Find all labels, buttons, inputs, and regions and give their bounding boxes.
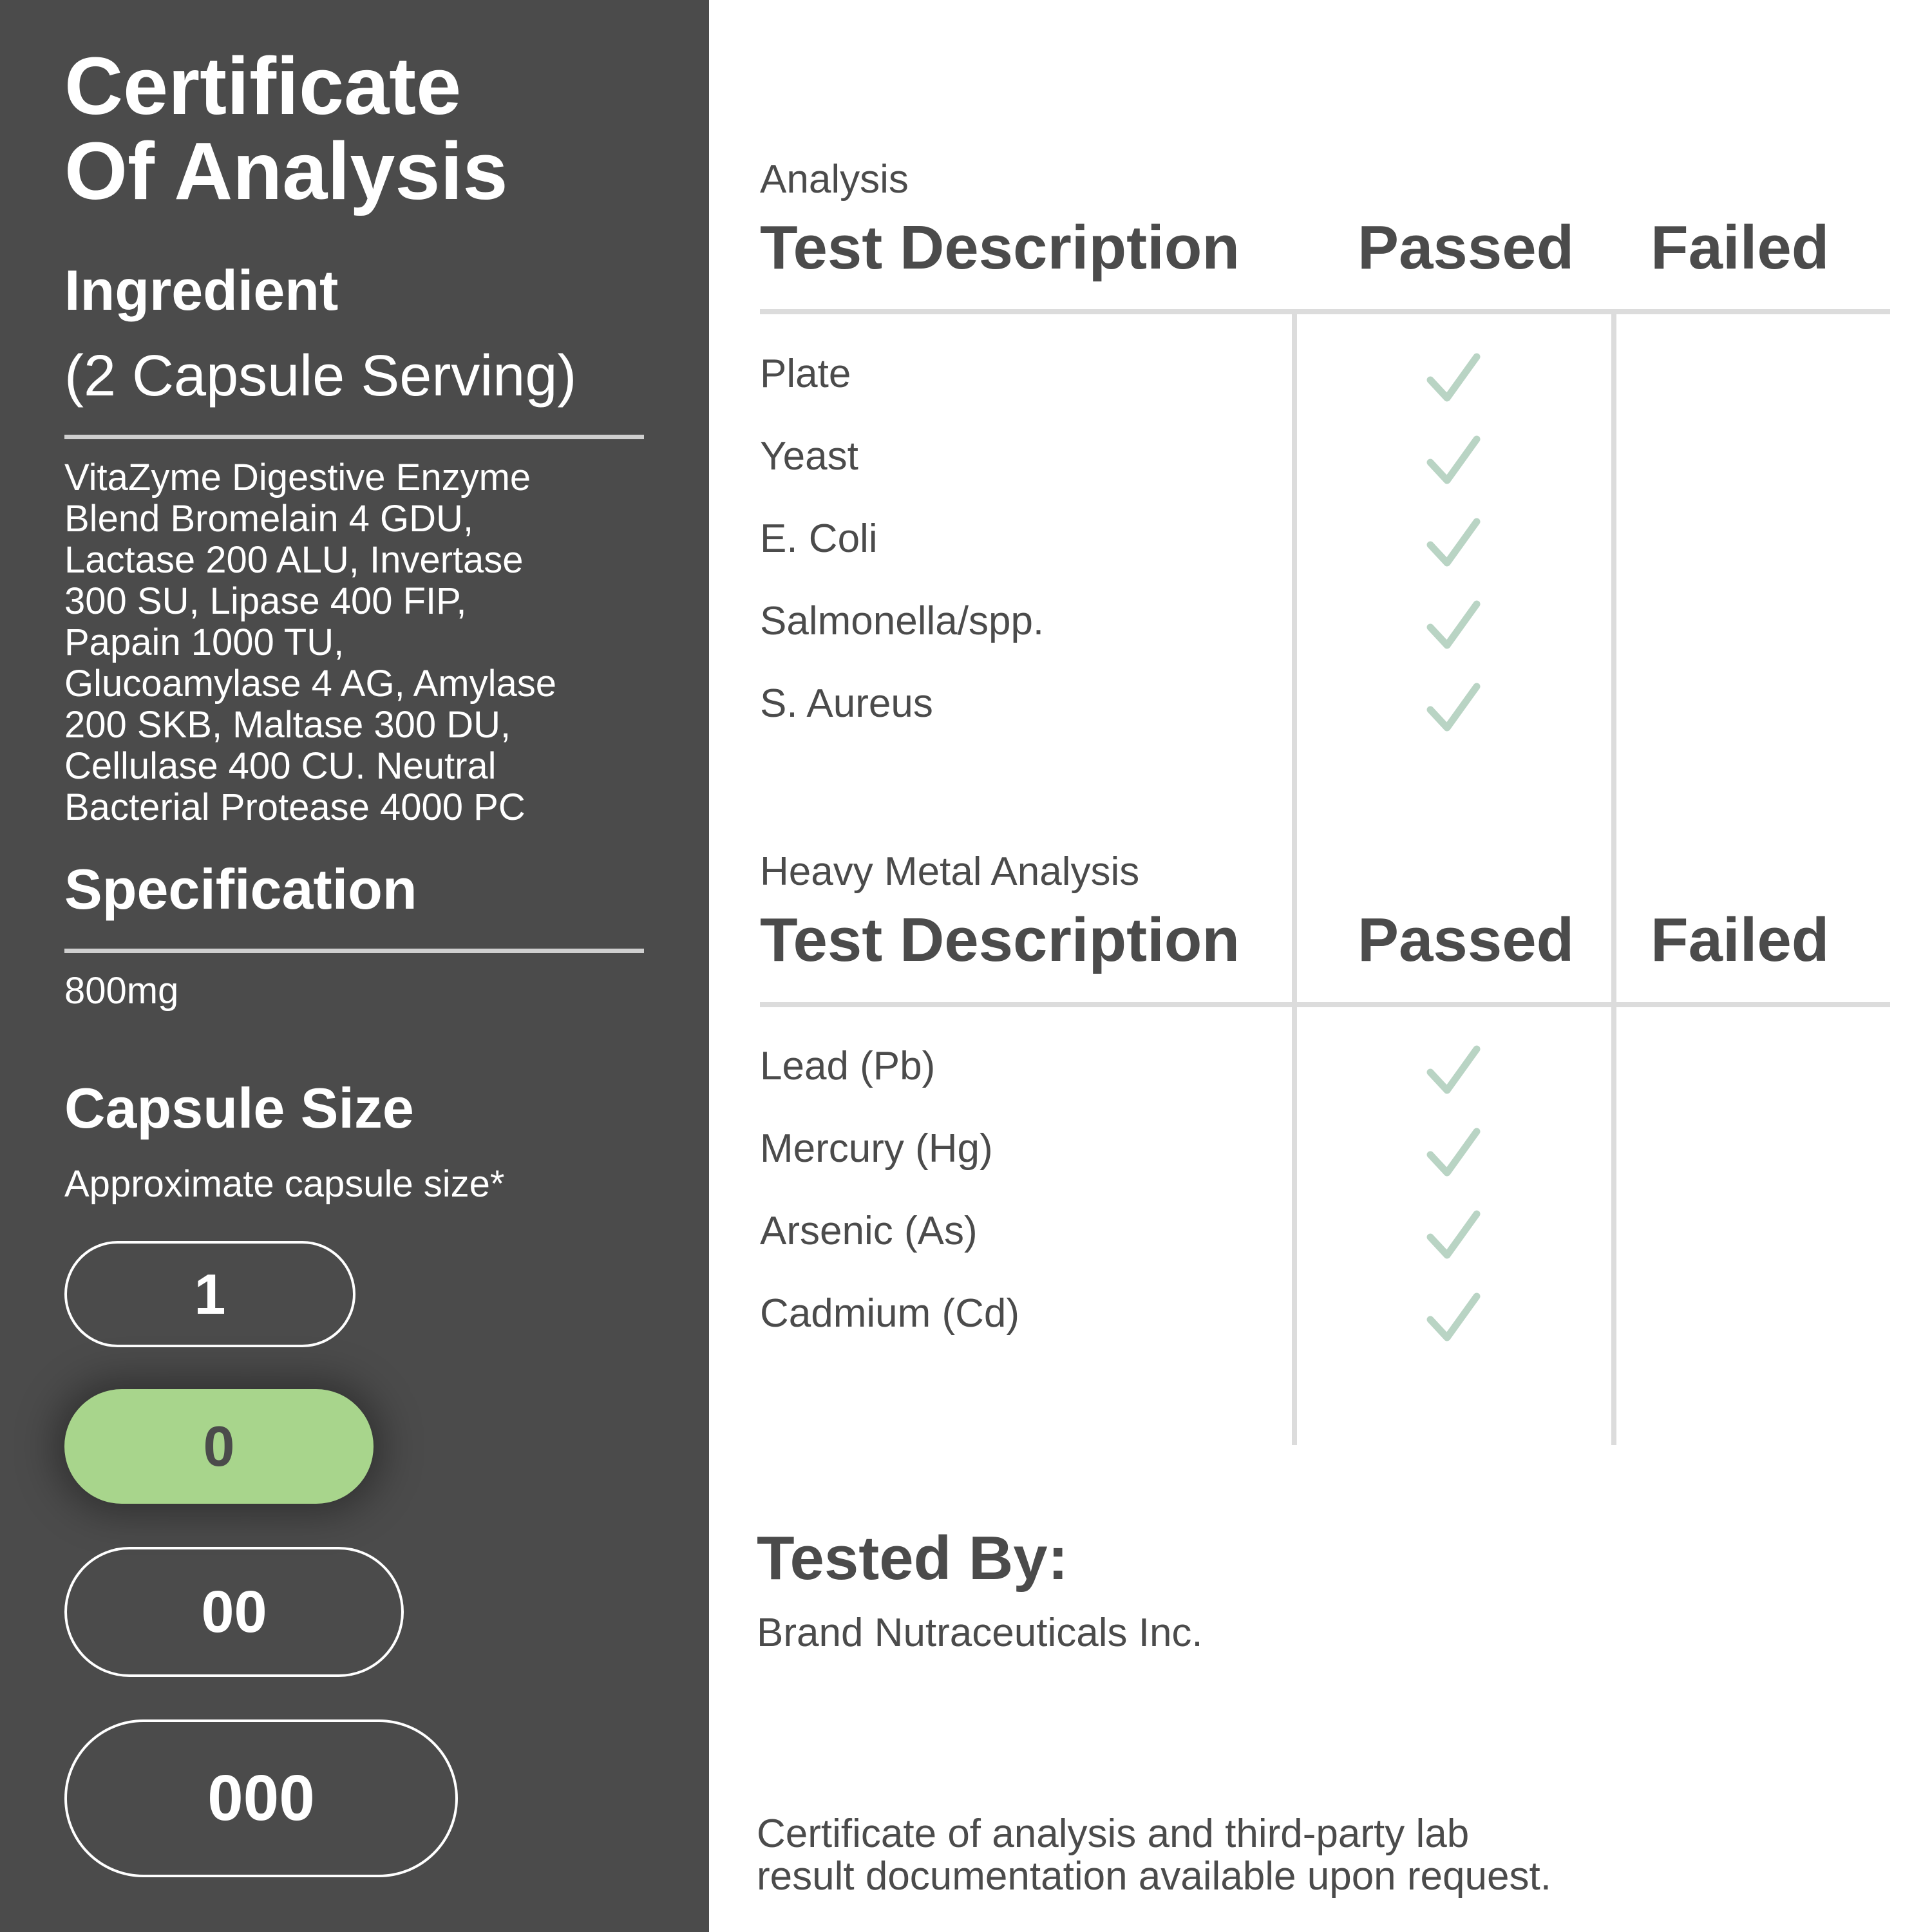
heavy-metal-row-label: Cadmium (Cd) [760, 1291, 1020, 1336]
checkmark-icon [1426, 1126, 1481, 1180]
title-line-1: Certificate [64, 41, 462, 131]
checkmark-icon [1426, 681, 1481, 735]
heavy-metal-header-rule [760, 1002, 1890, 1007]
analysis-caption: Analysis [760, 157, 909, 202]
checkmark-icon [1426, 1291, 1481, 1345]
ingredient-line: Glucoamylase 4 AG, Amylase [64, 663, 556, 705]
capsule-size-label: 000 [207, 1762, 315, 1834]
heavy-metal-caption: Heavy Metal Analysis [760, 849, 1140, 894]
page-title [64, 41, 508, 216]
ingredient-line: Papain 1000 TU, [64, 621, 345, 663]
checkmark-icon [1426, 352, 1481, 406]
capsule-size-00 [64, 1547, 404, 1677]
heavy-metal-col-failed: Failed [1651, 905, 1830, 974]
ingredient-line: 300 SU, Lipase 400 FIP, [64, 580, 467, 622]
analysis-row-label: Yeast [760, 434, 858, 478]
passed-column-rule [1292, 313, 1297, 1445]
ingredient-list [64, 457, 644, 828]
title-line-2: Of Analysis [64, 126, 508, 216]
capsule-size-label: 00 [201, 1578, 267, 1645]
checkmark-icon [1426, 1044, 1481, 1098]
analysis-row-label: Plate [760, 352, 851, 396]
footnote [757, 1813, 1723, 1898]
analysis-col-test-description: Test Description [760, 213, 1240, 282]
capsule-size-label: 0 [203, 1414, 235, 1478]
ingredient-line: VitaZyme Digestive Enzyme [64, 457, 531, 498]
failed-column-rule [1611, 313, 1616, 1445]
analysis-col-passed: Passed [1358, 213, 1575, 282]
analysis-row-label: Salmonella/spp. [760, 599, 1045, 643]
specification-heading: Specification [64, 857, 417, 921]
specification-value: 800mg [64, 970, 179, 1012]
ingredient-divider [64, 435, 644, 439]
heavy-metal-row-label: Lead (Pb) [760, 1044, 936, 1088]
checkmark-icon [1426, 599, 1481, 653]
capsule-size-0-selected [64, 1389, 374, 1504]
capsule-size-000 [64, 1719, 458, 1877]
tested-by-heading: Tested By: [757, 1524, 1068, 1593]
ingredient-line: Cellulase 400 CU. Neutral [64, 745, 497, 787]
heavy-metal-col-passed: Passed [1358, 905, 1575, 974]
specification-divider [64, 949, 644, 953]
ingredient-line: 200 SKB, Maltase 300 DU, [64, 704, 511, 746]
ingredient-line: Blend Bromelain 4 GDU, [64, 498, 474, 540]
footnote-line: Certificate of analysis and third-party lab [757, 1812, 1470, 1856]
tested-by-value: Brand Nutraceuticals Inc. [757, 1611, 1203, 1655]
capsule-size-1 [64, 1241, 355, 1347]
ingredient-subheading: (2 Capsule Serving) [64, 344, 577, 408]
capsule-size-heading: Capsule Size [64, 1076, 414, 1140]
heavy-metal-row-label: Mercury (Hg) [760, 1126, 993, 1171]
checkmark-icon [1426, 1209, 1481, 1263]
footnote-line: result documentation available upon request. [757, 1854, 1551, 1899]
checkmark-icon [1426, 434, 1481, 488]
ingredient-line: Lactase 200 ALU, Invertase [64, 539, 524, 581]
heavy-metal-col-test-description: Test Description [760, 905, 1240, 974]
capsule-size-label: 1 [194, 1262, 226, 1326]
ingredient-heading: Ingredient [64, 258, 339, 322]
analysis-row-label: S. Aureus [760, 681, 933, 726]
analysis-header-rule [760, 309, 1890, 314]
heavy-metal-row-label: Arsenic (As) [760, 1209, 978, 1253]
checkmark-icon [1426, 516, 1481, 571]
analysis-col-failed: Failed [1651, 213, 1830, 282]
ingredient-line: Bacterial Protease 4000 PC [64, 786, 526, 828]
capsule-size-note: Approximate capsule size* [64, 1163, 505, 1205]
analysis-row-label: E. Coli [760, 516, 878, 561]
left-panel [0, 0, 709, 1932]
